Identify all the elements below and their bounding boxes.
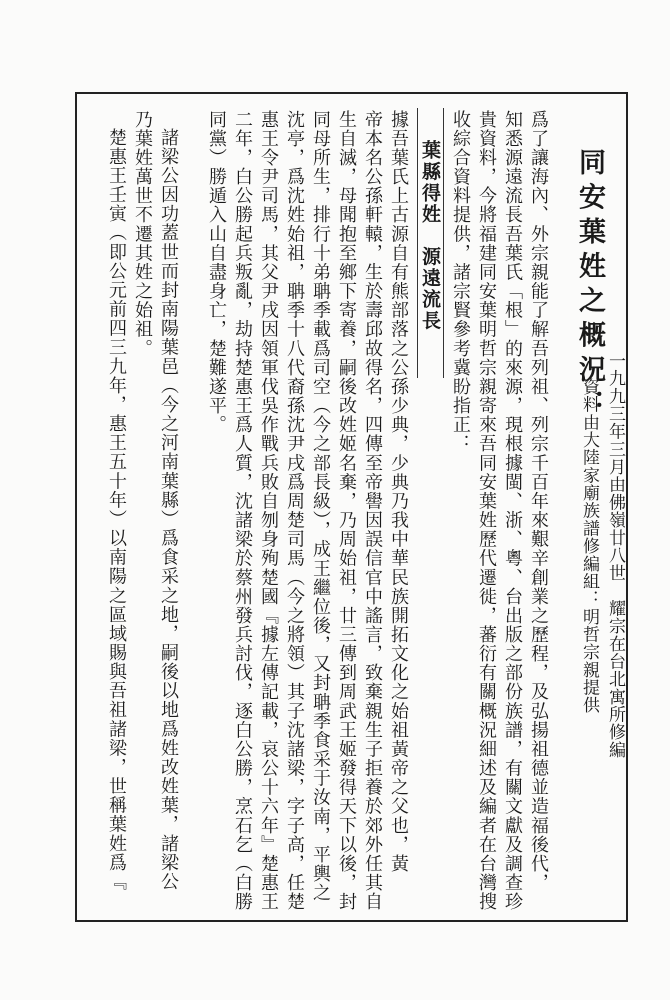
attribution-line-2: 資料由大陸家廟族譜修編組：明哲宗親提供: [579, 378, 599, 714]
body-line-2: 帝本名公孫軒轅，生於壽邱故得名，四傳至帝嚳因誤信官中謠言，致棄親生子拒養於郊外任其自: [362, 110, 383, 912]
page-title: 同安葉姓之概況：: [574, 148, 605, 425]
attribution-line-1: 一九九三年三月由佛嶺廿八世 耀宗在台北寓所修編: [605, 352, 625, 759]
intro-line-4: 收綜合資料提供，諸宗賢參考冀盼指正：: [450, 110, 471, 454]
body-line-6: 惠王令尹司馬，其父尹戌因領軍伐吳作戰兵敗自刎身殉楚國『據左傳記載，哀公十六年』楚惠王: [258, 110, 279, 912]
body-line-7: 二年，白公勝起兵叛亂，劫持楚惠王爲人質，沈諸梁於蔡州發兵討伐，逐白公勝，烹石乞（白勝: [232, 110, 253, 912]
section-rule-left: [417, 108, 418, 378]
body-line-5: 沈亭，爲沈姓始祖，聃季十八代裔孫沈尹戌爲周楚司馬（今之將領）其子沈諸梁，字子高，任楚: [284, 110, 305, 912]
section-rule-right: [443, 108, 444, 378]
body-line-11: 楚惠王壬寅（即公元前四三九年，惠王五十年）以南陽之區域賜與吾祖諸梁，世稱葉姓爲『: [106, 128, 127, 892]
body-line-10: 乃葉姓萬世不遷其姓之始祖。: [132, 110, 153, 359]
body-line-3: 生自滅，母聞抱至鄉下寄養，嗣後改姓姬名棄，乃周始祖，廿三傳到周武王姬發得天下以後，封: [336, 110, 357, 912]
intro-line-3: 貴資料，今將福建同安葉明哲宗親寄來吾同安葉姓歷代遷徙，蕃衍有關概況細述及編者在台灣搜: [476, 110, 497, 912]
body-line-9: 諸梁公因功蓋世而封南陽葉邑（今之河南葉縣）爲食采之地，嗣後以地爲姓改姓葉，諸梁公: [158, 128, 179, 892]
intro-line-1: 爲了讓海內、外宗親能了解吾列祖、列宗千百年來艱辛創業之歷程，及弘揚祖德並造福後代，: [528, 110, 549, 893]
body-line-8: 同黨）勝遁入山自盡身亡，楚難遂平。: [206, 110, 227, 435]
body-line-4: 同母所生，排行十弟聃季載爲司空（今之部長級），成王繼位後，又封聃季食采于汝南，平輿之: [310, 110, 331, 903]
body-line-1: 據吾葉氏上古源自有熊部落之公孫少典，少典乃我中華民族開拓文化之始祖黃帝之父也，黃: [388, 110, 409, 874]
section-heading: 葉縣得姓 源遠流長: [419, 140, 441, 332]
intro-line-2: 知悉源遠流長吾葉氏「根」的來源，現根據閩、浙、粵、台出版之部份族譜，有關文獻及調查珍: [502, 110, 523, 912]
